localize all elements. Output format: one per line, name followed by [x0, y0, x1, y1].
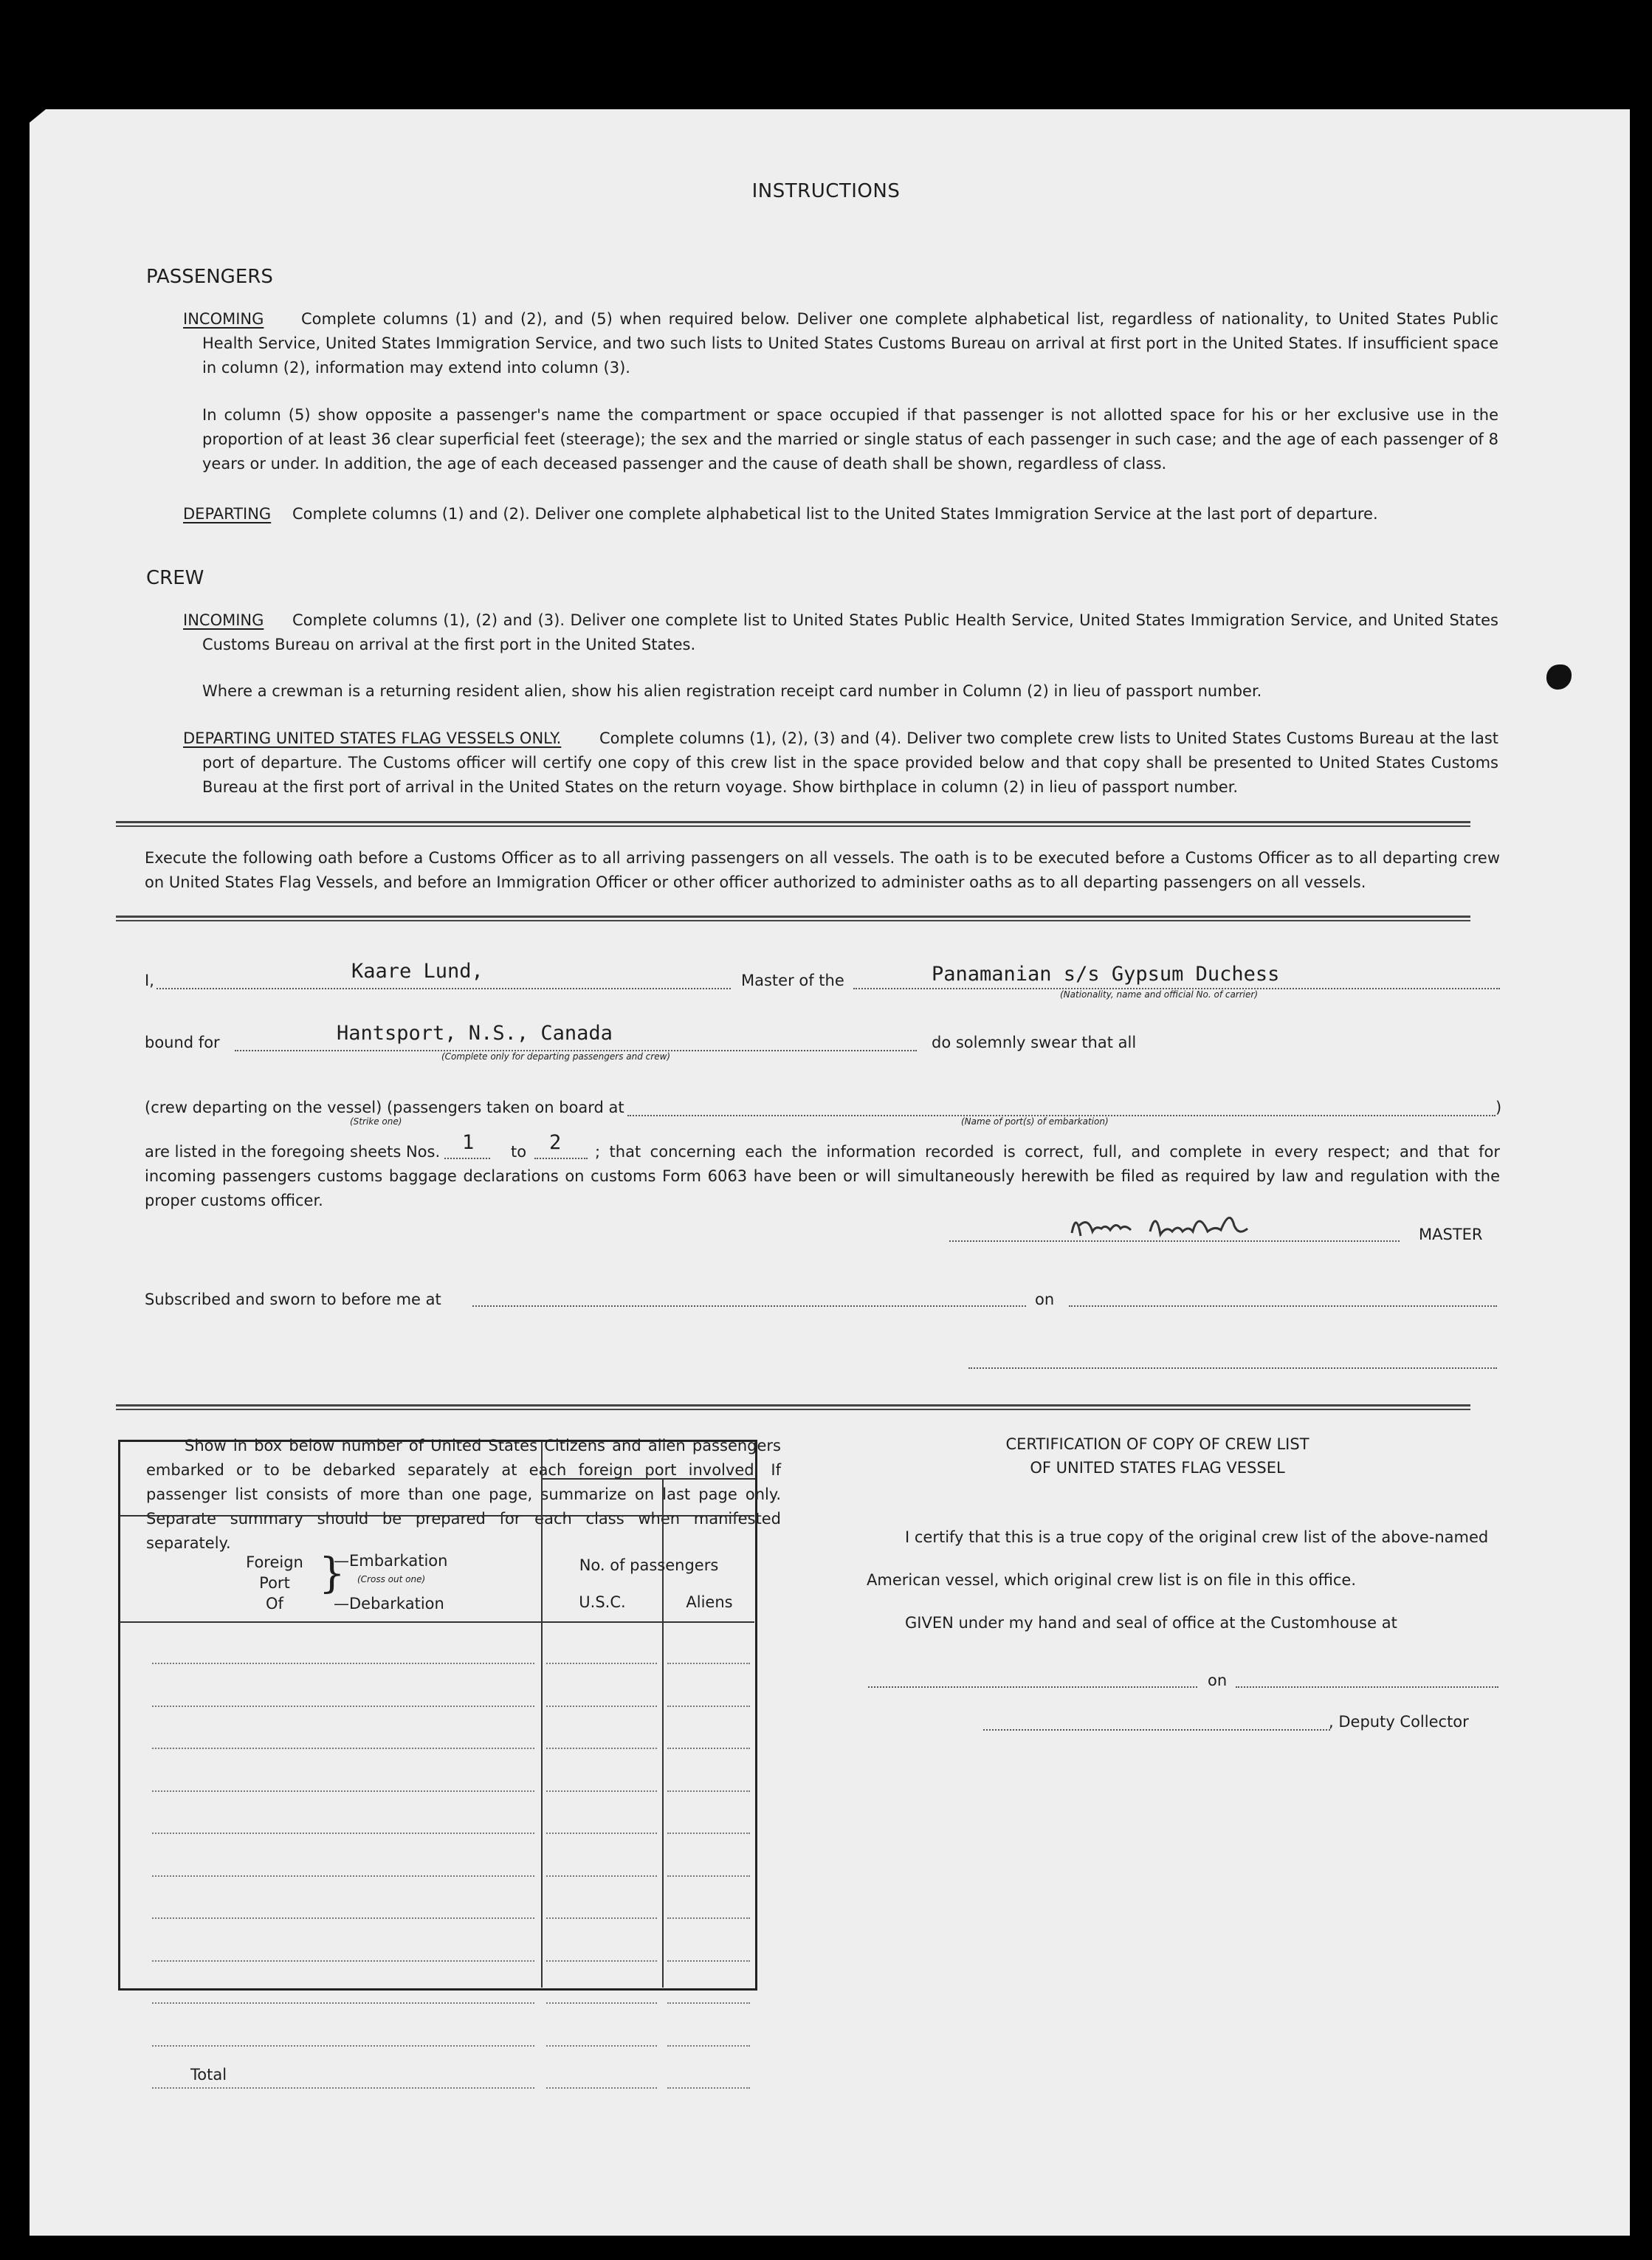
subscribed-label: Subscribed and sworn to before me at: [145, 1291, 441, 1308]
table-row-line: [546, 1833, 657, 1834]
table-header-bottom-real: [120, 1621, 754, 1623]
aliens-header: Aliens: [686, 1593, 733, 1611]
table-row-line: [667, 1875, 750, 1877]
total-label: Total: [190, 2066, 227, 2084]
table-row-line: [546, 2002, 657, 2004]
passengers-incoming-label: INCOMING: [183, 310, 264, 328]
table-row-line: [667, 1790, 750, 1792]
given-text: GIVEN under my hand and seal of office at the Customhouse at: [905, 1614, 1397, 1632]
table-row-line: [152, 1663, 534, 1664]
customhouse-line: [868, 1686, 1197, 1688]
table-row-line: [152, 1875, 534, 1877]
vessel-caption: (Nationality, name and official No. of carrier): [1060, 989, 1259, 1000]
table-row-line: [152, 1748, 534, 1749]
swear-label: do solemnly swear that all: [932, 1034, 1137, 1051]
summary-instructions: Show in box below number of United States Citizens and alien passengers embarked or to be debarked separately at each foreign port involved. If passenger list consists of more than one page, summarize on last page only. Separate summary should be prepared for each class when manifested separately.: [146, 1437, 781, 1552]
brace-icon: }: [319, 1550, 345, 1598]
table-row-line: [152, 1833, 534, 1834]
certify-line-2: American vessel, which original crew list is on file in this office.: [867, 1571, 1357, 1589]
instructions-title: INSTRUCTIONS: [751, 180, 901, 202]
divider-2: [116, 916, 1470, 921]
table-row-line: [667, 1833, 750, 1834]
crew-resident-text: Where a crewman is a returning resident alien, show his alien registration receipt card number in Column (2) in lieu of passport number.: [202, 682, 1262, 700]
passengers-departing-text: Complete columns (1) and (2). Deliver one complete alphabetical list to the United States Immigration Service at the last port of departure.: [292, 505, 1378, 523]
table-row-line: [667, 1663, 750, 1664]
master-of-label: Master of the: [741, 972, 844, 989]
table-row-line: [546, 1917, 657, 1919]
passengers-departing-label: DEPARTING: [183, 505, 272, 523]
subscribed-place-line: [472, 1305, 1026, 1307]
port-label: Port: [259, 1574, 290, 1592]
certification-title-1: CERTIFICATION OF COPY OF CREW LIST: [1005, 1435, 1309, 1453]
table-col-divider-1: [541, 1441, 543, 1988]
table-row-line: [546, 1960, 657, 1962]
crew-incoming-label: INCOMING: [183, 611, 264, 629]
deputy-signature-line: [983, 1729, 1330, 1731]
crew-incoming-text: Complete columns (1), (2) and (3). Deliver one complete list to United States Public Health Service, United States Immigration Service, and United States Customs Bureau on arrival at the first port in the United States.: [202, 611, 1498, 653]
table-header-divider-mid: [541, 1478, 755, 1480]
crew-departing-text: Complete columns (1), (2), (3) and (4). Deliver two complete crew lists to United States Customs Bureau at the last port of departure. The Customs officer will certify one copy of this crew list in the space provided below and that copy shall be presented to United States Customs Bureau at the first port of arrival in the United States on the return voyage. Show birthplace in column (2) in lieu of passport number.: [202, 729, 1498, 796]
table-row-line: [152, 2002, 534, 2004]
officer-signature-line: [968, 1367, 1497, 1369]
crew-heading: CREW: [146, 567, 204, 589]
table-row-line: [152, 1706, 534, 1707]
passengers-incoming-text: Complete columns (1) and (2), and (5) when required below. Deliver one complete alphabetical list, regardless of nationality, to United States Public Health Service, United States Immigration Service, and two such lists to United States Customs Bureau on arrival at first port in the United States. If insufficient space in column (2), information may extend into column (3).: [202, 310, 1498, 377]
certify-line-1: I certify that this is a true copy of the original crew list of the above-named: [905, 1528, 1489, 1546]
close-paren: ): [1496, 1099, 1502, 1116]
oath-i-label: I,: [145, 972, 154, 989]
table-row-line: [667, 1748, 750, 1749]
listed-label: are listed in the foregoing sheets Nos.: [145, 1143, 441, 1161]
master-signature-line: [949, 1240, 1400, 1242]
master-name-line: [156, 988, 731, 989]
divider-3: [116, 1404, 1470, 1410]
table-header-bottom: [120, 1515, 754, 1517]
cross-out-caption: (Cross out one): [357, 1574, 426, 1584]
table-row-line: [667, 1706, 750, 1707]
table-row-line: [152, 1917, 534, 1919]
destination-caption: (Complete only for departing passengers and crew): [441, 1051, 671, 1062]
table-row-line: [152, 1960, 534, 1962]
foreign-label: Foreign: [246, 1553, 303, 1571]
no-passengers-header: No. of passengers: [579, 1556, 719, 1574]
subscribed-date-line: [1069, 1305, 1497, 1307]
cert-date-line: [1236, 1686, 1498, 1688]
oath-instructions: Execute the following oath before a Customs Officer as to all arriving passengers on all vessels. The oath is to be executed before a Customs Officer as to all departing crew on United States Flag Vessels, and before an Immigration Officer or other officer authorized to administer oaths as to all departing passengers on all vessels.: [145, 849, 1500, 891]
debarkation-label: —Debarkation: [334, 1595, 444, 1612]
sheet-to: 2: [549, 1131, 562, 1154]
bound-for-label: bound for: [145, 1034, 220, 1051]
table-row-line: [546, 1790, 657, 1792]
master-label: MASTER: [1419, 1226, 1483, 1243]
table-row-line: [667, 2087, 750, 2089]
divider-1: [116, 821, 1470, 827]
cert-on-label: on: [1208, 1672, 1228, 1689]
listed-text: ; that concerning each the information recorded is correct, full, and complete in every respect; and that for incoming passengers customs baggage declarations on customs Form 6063 have been or will simultaneously herewith be filed as required by law and regulation with the proper customs officer.: [145, 1143, 1500, 1209]
table-row-line: [152, 1790, 534, 1792]
table-row-line: [546, 1663, 657, 1664]
table-row-line: [546, 1706, 657, 1707]
table-row-line: [152, 2087, 534, 2089]
sheet-from: 1: [462, 1131, 475, 1154]
table-row-line: [546, 2087, 657, 2089]
table-row-line: [546, 2045, 657, 2047]
passengers-heading: PASSENGERS: [146, 266, 273, 288]
ports-caption: (Name of port(s) of embarkation): [961, 1116, 1109, 1127]
table-row-line: [667, 2002, 750, 2004]
to-label: to: [511, 1143, 527, 1161]
of-label: Of: [266, 1595, 283, 1612]
crew-passengers-label: (crew departing on the vessel) (passengers taken on board at: [145, 1099, 624, 1116]
embarkation-label: —Embarkation: [334, 1552, 448, 1570]
deputy-collector-label: , Deputy Collector: [1329, 1713, 1469, 1731]
table-row-line: [667, 1917, 750, 1919]
master-name: Kaare Lund,: [351, 960, 483, 983]
subscribed-on-label: on: [1035, 1291, 1055, 1308]
table-row-line: [546, 1748, 657, 1749]
destination: Hantsport, N.S., Canada: [337, 1022, 613, 1045]
passengers-column5-text: In column (5) show opposite a passenger's name the compartment or space occupied if that passenger is not allotted space for his or her exclusive use in the proportion of at least 36 clear superficial feet (steerage); the sex and the married or single status of each passenger in such case; and the age of each passenger of 8 years or under. In addition, the age of each deceased passenger and the cause of death shall be shown, regardless of class.: [202, 406, 1498, 473]
strike-one-caption: (Strike one): [350, 1116, 402, 1127]
table-row-line: [667, 2045, 750, 2047]
crew-departing-label: DEPARTING UNITED STATES FLAG VESSELS ONLY.: [183, 729, 562, 747]
table-row-line: [667, 1960, 750, 1962]
vessel-name: Panamanian s/s Gypsum Duchess: [932, 963, 1280, 986]
usc-header: U.S.C.: [579, 1593, 626, 1611]
table-row-line: [546, 1875, 657, 1877]
table-row-line: [152, 2045, 534, 2047]
certification-title-2: OF UNITED STATES FLAG VESSEL: [1030, 1459, 1285, 1477]
